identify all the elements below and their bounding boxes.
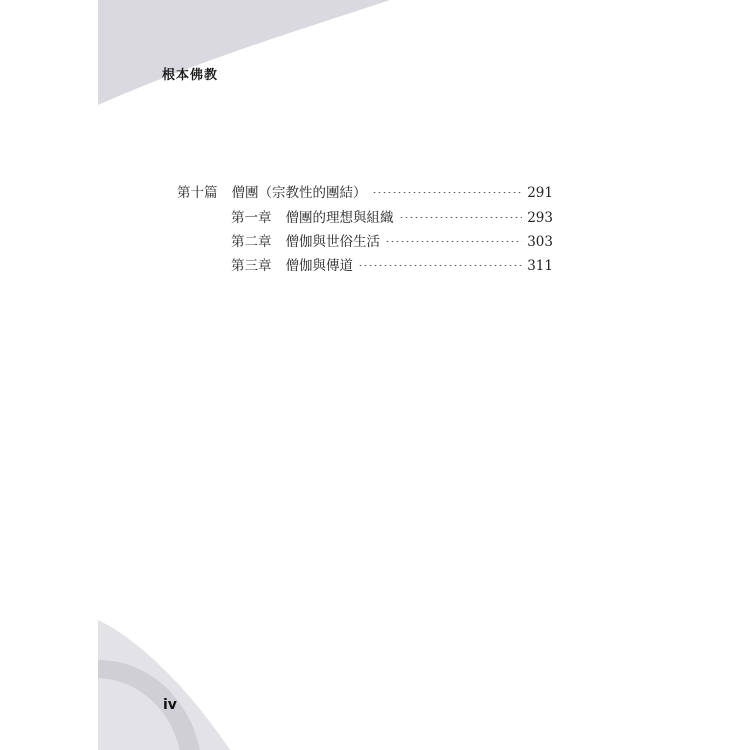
toc-chapter-entry[interactable] [231, 230, 553, 250]
running-header: 根本佛教 [162, 68, 219, 83]
dot-leader [385, 241, 522, 242]
dot-leader [399, 217, 523, 218]
toc-page-number: 303 [527, 234, 553, 250]
toc-page-number: 293 [527, 210, 553, 226]
top-decor-shape [98, 0, 390, 105]
toc-chapter-number: 第二章 [231, 234, 272, 250]
bottom-decor-shape [98, 620, 230, 750]
toc-page-number: 311 [527, 258, 553, 274]
toc-part-entry[interactable] [177, 181, 553, 201]
toc-part-title: 僧團（宗教性的團結） [231, 185, 367, 201]
dot-leader [372, 192, 523, 193]
toc-chapter-entry[interactable] [231, 254, 553, 274]
toc-chapter-entry[interactable] [231, 206, 553, 226]
toc-chapter-title: 僧團的理想與組織 [285, 210, 394, 226]
toc-part-number: 第十篇 [177, 185, 218, 201]
toc-chapter-title: 僧伽與世俗生活 [285, 234, 380, 250]
toc-chapter-number: 第三章 [231, 258, 272, 274]
toc-chapter-number: 第一章 [231, 210, 272, 226]
toc-chapter-title: 僧伽與傳道 [285, 258, 353, 274]
dot-leader [358, 265, 522, 266]
page-number: iv [163, 697, 177, 713]
toc-page-number: 291 [527, 185, 553, 201]
